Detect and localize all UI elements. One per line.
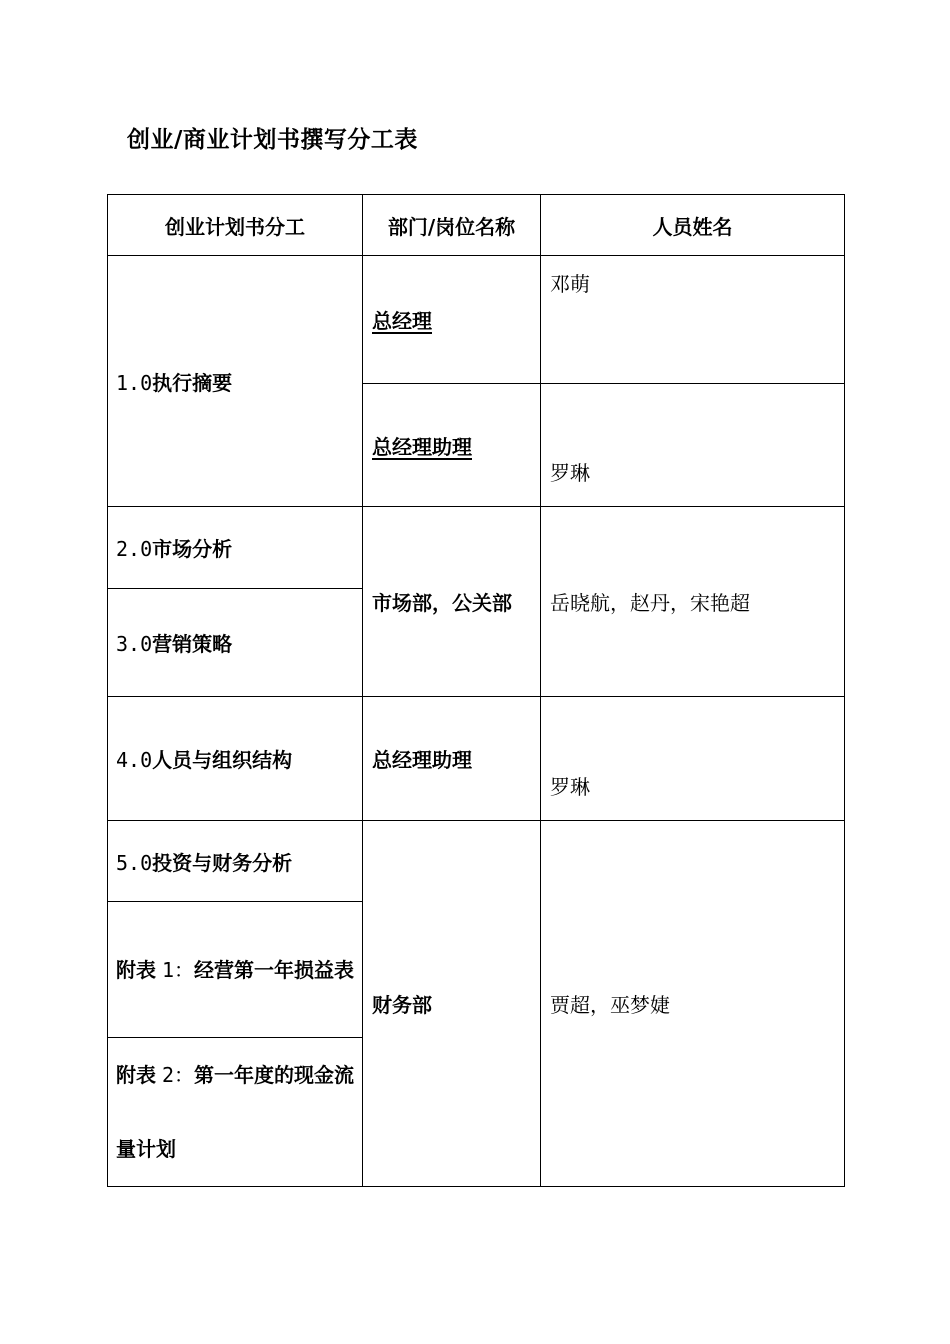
header-department: 部门/岗位名称 [363,195,541,256]
header-section: 创业计划书分工 [108,195,363,256]
section-number: 5.0 [116,850,153,875]
section-cell-2 [108,507,363,589]
appendix-number: 1： [162,957,195,982]
section-cell-1 [108,256,363,507]
names-cell: 岳晓航，赵丹，宋艳超 [541,507,845,697]
section-number: 3.0 [116,632,153,656]
appendix-label: 第一年度的现金流量计划 [116,1063,355,1161]
names-cell: 罗琳 [541,384,845,507]
section-label: 投资与财务分析 [152,850,293,875]
table-row [108,697,845,821]
table-row [108,507,845,589]
section-number: 4.0 [116,748,153,772]
dept-cell: 总经理助理 [363,697,541,821]
section-label: 营销策略 [152,632,233,656]
assignment-table [107,194,845,1187]
dept-label: 总经理 [372,309,432,333]
table-header-row [108,195,845,256]
table-row [108,256,845,384]
dept-cell: 市场部，公关部 [363,507,541,697]
section-label: 执行摘要 [152,370,233,395]
appendix-prefix: 附表 [116,957,156,982]
appendix-prefix: 附表 [116,1063,156,1087]
header-names: 人员姓名 [541,195,845,256]
dept-cell: 财务部 [363,821,541,1187]
appendix-cell-1 [108,902,363,1038]
appendix-cell-2 [108,1038,363,1187]
names-cell: 贾超，巫梦婕 [541,821,845,1187]
section-cell-5 [108,821,363,902]
table-row [108,821,845,902]
page-title: 创业/商业计划书撰写分工表 [127,127,418,153]
dept-cell [363,256,541,384]
section-label: 人员与组织结构 [152,748,293,772]
section-label: 市场分析 [152,537,233,561]
section-cell-3 [108,589,363,697]
section-number: 2.0 [116,537,153,561]
dept-cell [363,384,541,507]
section-number: 1.0 [116,370,153,395]
appendix-label: 经营第一年损益表 [194,957,355,982]
names-cell: 邓萌 [541,256,845,384]
dept-label: 总经理助理 [372,434,472,459]
appendix-number: 2： [162,1063,195,1087]
names-cell: 罗琳 [541,697,845,821]
section-cell-4 [108,697,363,821]
